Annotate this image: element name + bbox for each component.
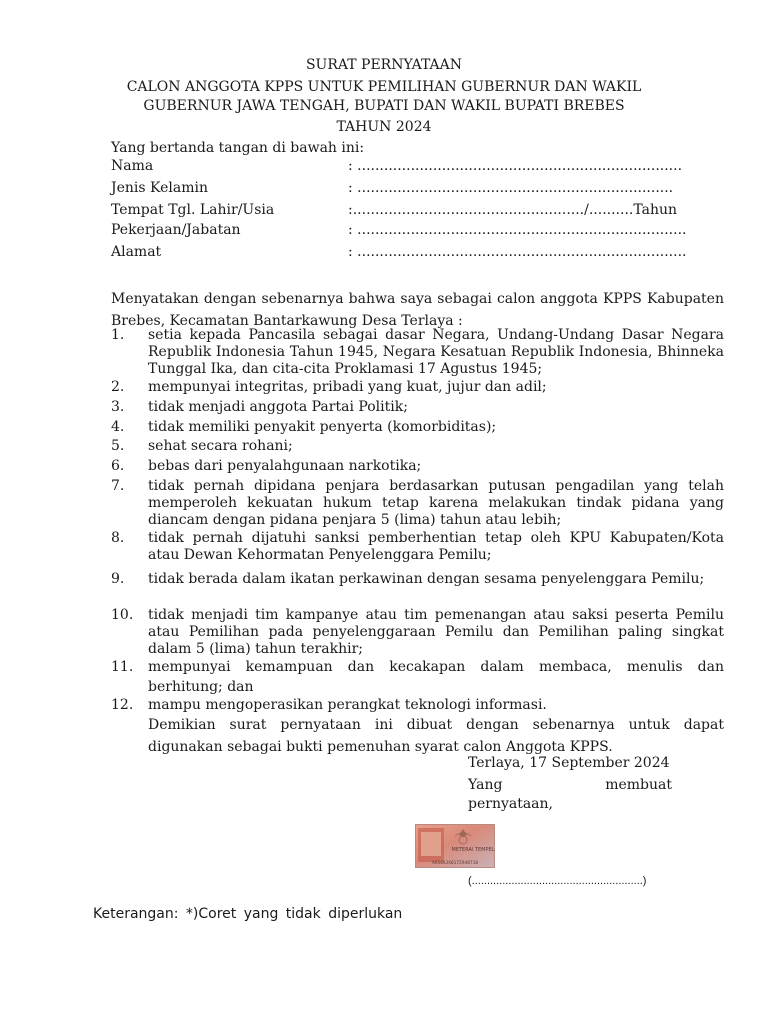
list-item: [111, 458, 724, 475]
field-nama: [111, 156, 683, 176]
statement-paragraph: Menyatakan dengan sebenarnya bahwa saya sebagai calon anggota KPPS Kabupaten Brebes, Kecamatan Bantarkawung Desa Terlaya :: [111, 291, 724, 329]
item-text: tidak pernah dijatuhi sanksi pemberhentian tetap oleh KPU Kabupaten/Kota atau Dewan Kehormatan Penyelenggara Pemilu;: [148, 530, 724, 563]
field-label: Tempat Tgl. Lahir/Usia: [111, 202, 275, 218]
document-subtitle-line-2: GUBERNUR JAWA TENGAH, BUPATI DAN WAKIL BUPATI BREBES: [143, 98, 625, 114]
item-text: tidak menjadi tim kampanye atau tim pemenangan atau saksi peserta Pemilu atau Pemilihan pada penyelenggaraan Pemilu dan Pemilihan paling singkat dalam 5 (lima) tahun terakhir;: [148, 607, 724, 657]
document-title: SURAT PERNYATAAN: [305, 57, 463, 73]
list-item: [111, 569, 724, 589]
field-jenis-kelamin: [111, 178, 674, 198]
list-item: [111, 379, 724, 396]
meterai-stamp-icon: [415, 824, 495, 868]
item-number: 9.: [111, 571, 125, 587]
field-label: Alamat: [111, 244, 162, 260]
list-item: [111, 419, 724, 436]
item-text: mampu mengoperasikan perangkat teknologi informasi.: [148, 697, 547, 713]
item-number: 3.: [111, 399, 125, 415]
field-pekerjaan: [111, 220, 687, 240]
closing-paragraph: Demikian surat pernyataan ini dibuat dengan sebenarnya untuk dapat digunakan sebagai bukti pemenuhan syarat calon Anggota KPPS.: [148, 717, 724, 755]
field-tempat-tgl-lahir: [111, 200, 677, 220]
item-number: 2.: [111, 379, 125, 395]
list-item: [111, 607, 724, 658]
item-text: setia kepada Pancasila sebagai dasar Negara, Undang-Undang Dasar Negara Republik Indonesia Tahun 1945, Negara Kesatuan Republik Indonesia, Bhinneka Tunggal Ika, dan cita-cita Proklamasi 17 Agustus 1945;: [148, 327, 724, 377]
list-item: [111, 327, 724, 378]
item-number: 6.: [111, 458, 125, 474]
item-number: 8.: [111, 530, 125, 546]
list-item: [111, 478, 724, 529]
list-item: [111, 530, 724, 564]
stamp-label: METERAI TEMPEL: [451, 847, 495, 853]
item-text: sehat secara rohani;: [148, 438, 293, 454]
signature-date: Terlaya, 17 September 2024: [468, 755, 670, 771]
item-number: 5.: [111, 438, 125, 454]
list-item: [111, 438, 724, 455]
field-value: : ..........................................................................: [348, 222, 687, 238]
signature-maker-line-2: pernyataan,: [468, 796, 553, 812]
item-number: 11.: [111, 659, 134, 675]
item-number: 1.: [111, 327, 125, 343]
field-value: : .........................................................................: [348, 158, 683, 174]
item-number: 7.: [111, 478, 125, 494]
field-label: Pekerjaan/Jabatan: [111, 222, 241, 238]
item-text: tidak menjadi anggota Partai Politik;: [148, 399, 408, 415]
item-number: 10.: [111, 607, 134, 623]
document-subtitle-line-1: CALON ANGGOTA KPPS UNTUK PEMILIHAN GUBERNUR DAN WAKIL: [126, 79, 642, 95]
list-item: [111, 697, 724, 714]
intro-text: Yang bertanda tangan di bawah ini:: [111, 140, 365, 156]
stamp-serial: AAS4AJX0172948710: [431, 861, 479, 866]
list-item: [111, 657, 724, 697]
item-text: mempunyai kemampuan dan kecakapan dalam membaca, menulis dan berhitung; dan: [148, 659, 724, 695]
footnote: Keterangan: *)Coret yang tidak diperlukan: [93, 906, 403, 922]
field-value: : ..........................................................................: [348, 244, 687, 260]
item-text: bebas dari penyalahgunaan narkotika;: [148, 458, 422, 474]
item-number: 12.: [111, 697, 134, 713]
field-alamat: [111, 242, 687, 262]
field-label: Nama: [111, 158, 154, 174]
item-text: mempunyai integritas, pribadi yang kuat, jujur dan adil;: [148, 379, 547, 395]
field-value: : .......................................................................: [348, 180, 674, 196]
item-text: tidak berada dalam ikatan perkawinan dengan sesama penyelenggara Pemilu;: [148, 571, 705, 587]
item-number: 4.: [111, 419, 125, 435]
field-label: Jenis Kelamin: [111, 180, 208, 196]
list-item: [111, 399, 724, 416]
item-text: tidak memiliki penyakit penyerta (komorbiditas);: [148, 419, 497, 435]
signature-maker-line-1: Yang membuat: [468, 777, 672, 793]
document-year: TAHUN 2024: [336, 119, 432, 135]
signature-name-placeholder: (........................................................): [468, 875, 647, 887]
item-text: tidak pernah dipidana penjara berdasarkan putusan pengadilan yang telah memperoleh kekuatan hukum tetap karena melakukan tindak pidana yang diancam dengan pidana penjara 5 (lima) tahun atau lebih;: [148, 478, 724, 528]
field-value: :..................................................../..........Tahun: [348, 202, 677, 218]
